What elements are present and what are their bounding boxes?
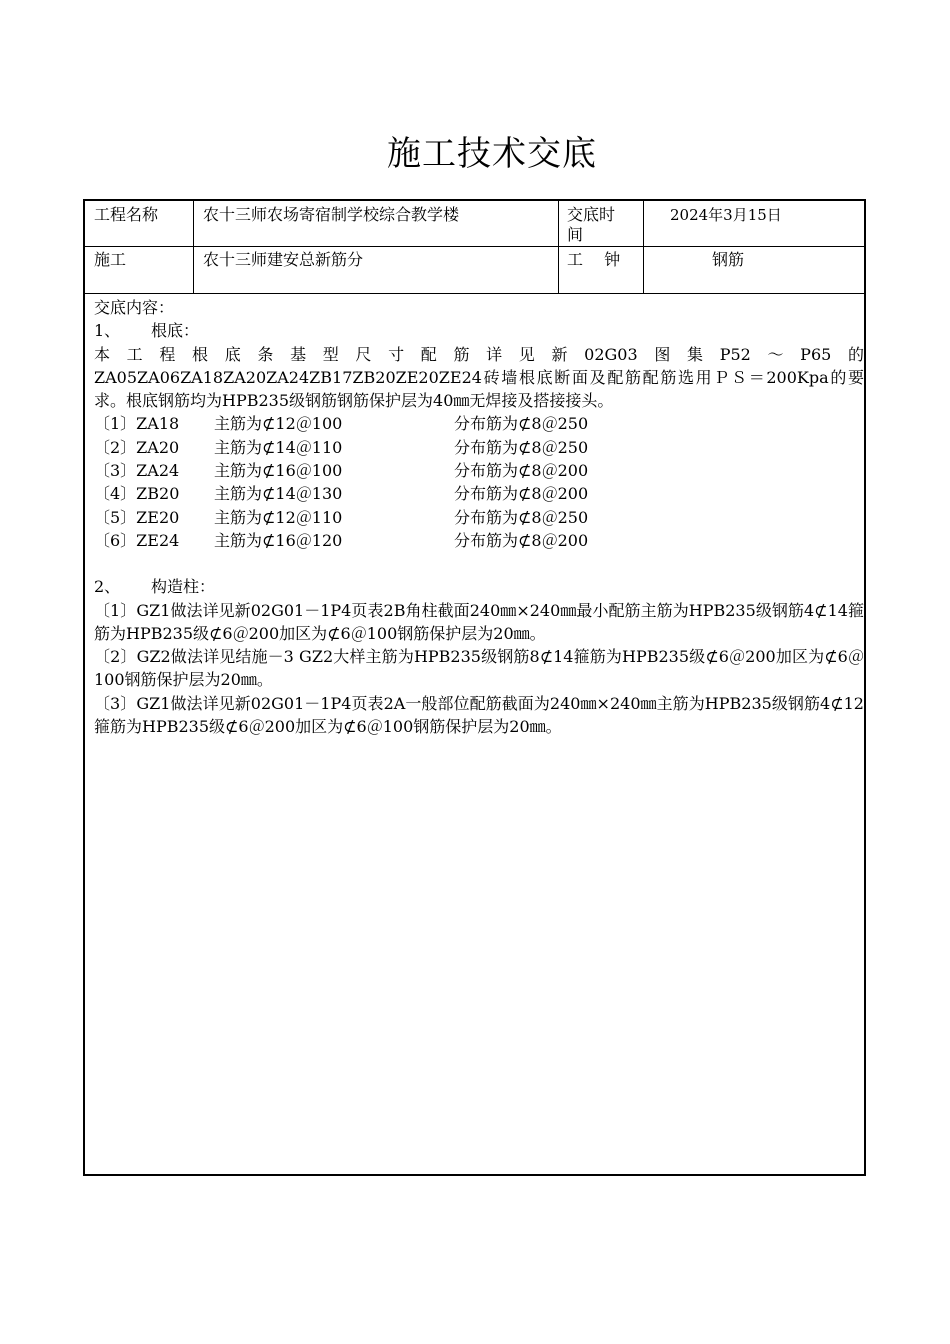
rebar-item: 〔4〕ZB20 主筋为⊄14＠130 分布筋为⊄8＠200: [94, 484, 589, 504]
disclosure-time-label: 交底时 间: [567, 205, 616, 244]
disclosure-time-value: 2024年3月15日: [670, 206, 782, 224]
rebar-item: 〔2〕ZA20 主筋为⊄14＠110 分布筋为⊄8＠250: [94, 437, 589, 457]
rebar-item: 〔6〕ZE24 主筋为⊄16＠120 分布筋为⊄8＠200: [94, 530, 589, 550]
construction-value: 农十三师建安总新筋分: [203, 250, 364, 269]
page-title: 施工技术交底: [387, 134, 597, 174]
spacer: [94, 552, 864, 575]
column-para-3: 〔3〕GZ1做法详见新02G01－1P4页表2A一般部位配筋截面为240㎜×240㎜主筋为HPB235级钢筋4⊄12箍筋为HPB235级⊄6＠200加区为⊄6＠100钢筋保护层为20㎜。: [94, 693, 864, 737]
section-2-heading: [94, 575, 864, 598]
disclosure-content: [94, 296, 864, 738]
section-1-heading: [94, 319, 864, 342]
content-heading: 交底内容：: [94, 298, 175, 317]
section-1-text: 本工程根底条基型尺寸配筋详见新02G03图集P52～P65的ZA05ZA06ZA18ZA20ZA24ZB17ZB20ZE20ZE24砖墙根底断面及配筋配筋选用ＰＳ＝200Kpa的要求。根底钢筋均为HPB235级钢筋钢筋保护层为40㎜无焊接及搭接接头。: [94, 344, 864, 411]
section-title: 构造柱：: [151, 577, 216, 597]
project-name-value: 农十三师农场寄宿制学校综合教学楼: [203, 205, 460, 224]
rebar-item: 〔1〕ZA18 主筋为⊄12＠100 分布筋为⊄8＠250: [94, 414, 589, 434]
col-divider: [193, 201, 194, 293]
col-divider: [643, 201, 644, 293]
column-para-2: 〔2〕GZ2做法详见结施－3 GZ2大样主筋为HPB235级钢筋8⊄14箍筋为HPB235级⊄6＠200加区为⊄6＠100钢筋保护层为20㎜。: [94, 647, 864, 690]
column-para-1: 〔1〕GZ1做法详见新02G01－1P4页表2B角柱截面240㎜×240㎜最小配筋主筋为HPB235级钢筋4⊄14箍筋为HPB235级⊄6＠200加区为⊄6＠100钢筋保护层为20㎜。: [94, 600, 864, 643]
rebar-item: 〔5〕ZE20 主筋为⊄12＠110 分布筋为⊄8＠250: [94, 507, 589, 527]
construction-label: 施工: [94, 250, 127, 269]
row-divider: [85, 293, 864, 294]
section-number: 1、: [94, 321, 121, 341]
disclosure-table: [83, 199, 866, 1176]
rebar-item: 〔3〕ZA24 主筋为⊄16＠100 分布筋为⊄8＠200: [94, 461, 589, 481]
trade-label: 工 钟: [567, 250, 621, 269]
project-name-label: 工程名称: [94, 205, 159, 224]
section-number: 2、: [94, 577, 121, 597]
trade-value: 钢筋: [712, 250, 745, 269]
row-divider: [85, 246, 864, 247]
col-divider: [558, 201, 559, 293]
section-title: 根底：: [151, 321, 200, 341]
